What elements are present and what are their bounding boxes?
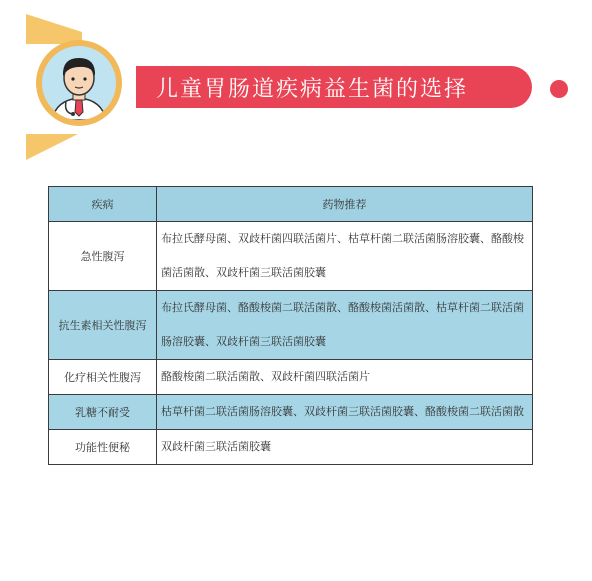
recommendation-cell: 枯草杆菌二联活菌肠溶胶囊、双歧杆菌三联活菌胶囊、酪酸梭菌二联活菌散 [157,395,533,430]
recommendation-cell: 双歧杆菌三联活菌胶囊 [157,430,533,465]
recommendation-cell: 酪酸梭菌二联活菌散、双歧杆菌四联活菌片 [157,360,533,395]
disease-cell: 急性腹泻 [49,222,157,291]
page-title: 儿童胃肠道疾病益生菌的选择 [156,76,469,102]
table-row [49,291,533,360]
decorative-shape-bottom [26,134,78,160]
disease-cell: 功能性便秘 [49,430,157,465]
disease-cell: 乳糖不耐受 [49,395,157,430]
decorative-dot [550,80,568,98]
doctor-icon [42,46,116,120]
drug-recommendation-table [48,186,533,465]
column-header-disease: 疾病 [49,187,157,222]
recommendation-cell: 布拉氏酵母菌、双歧杆菌四联活菌片、枯草杆菌二联活菌肠溶胶囊、酪酸梭菌活菌散、双歧杆菌三联活菌胶囊 [157,222,533,291]
table-row [49,395,533,430]
title-banner [136,66,532,108]
table-row [49,430,533,465]
doctor-avatar [36,40,122,126]
table-row [49,360,533,395]
column-header-recommendation: 药物推荐 [157,187,533,222]
disease-cell: 抗生素相关性腹泻 [49,291,157,360]
table-header-row [49,187,533,222]
table-row [49,222,533,291]
disease-cell: 化疗相关性腹泻 [49,360,157,395]
recommendation-cell: 布拉氏酵母菌、酪酸梭菌二联活菌散、酪酸梭菌活菌散、枯草杆菌二联活菌肠溶胶囊、双歧杆菌三联活菌胶囊 [157,291,533,360]
